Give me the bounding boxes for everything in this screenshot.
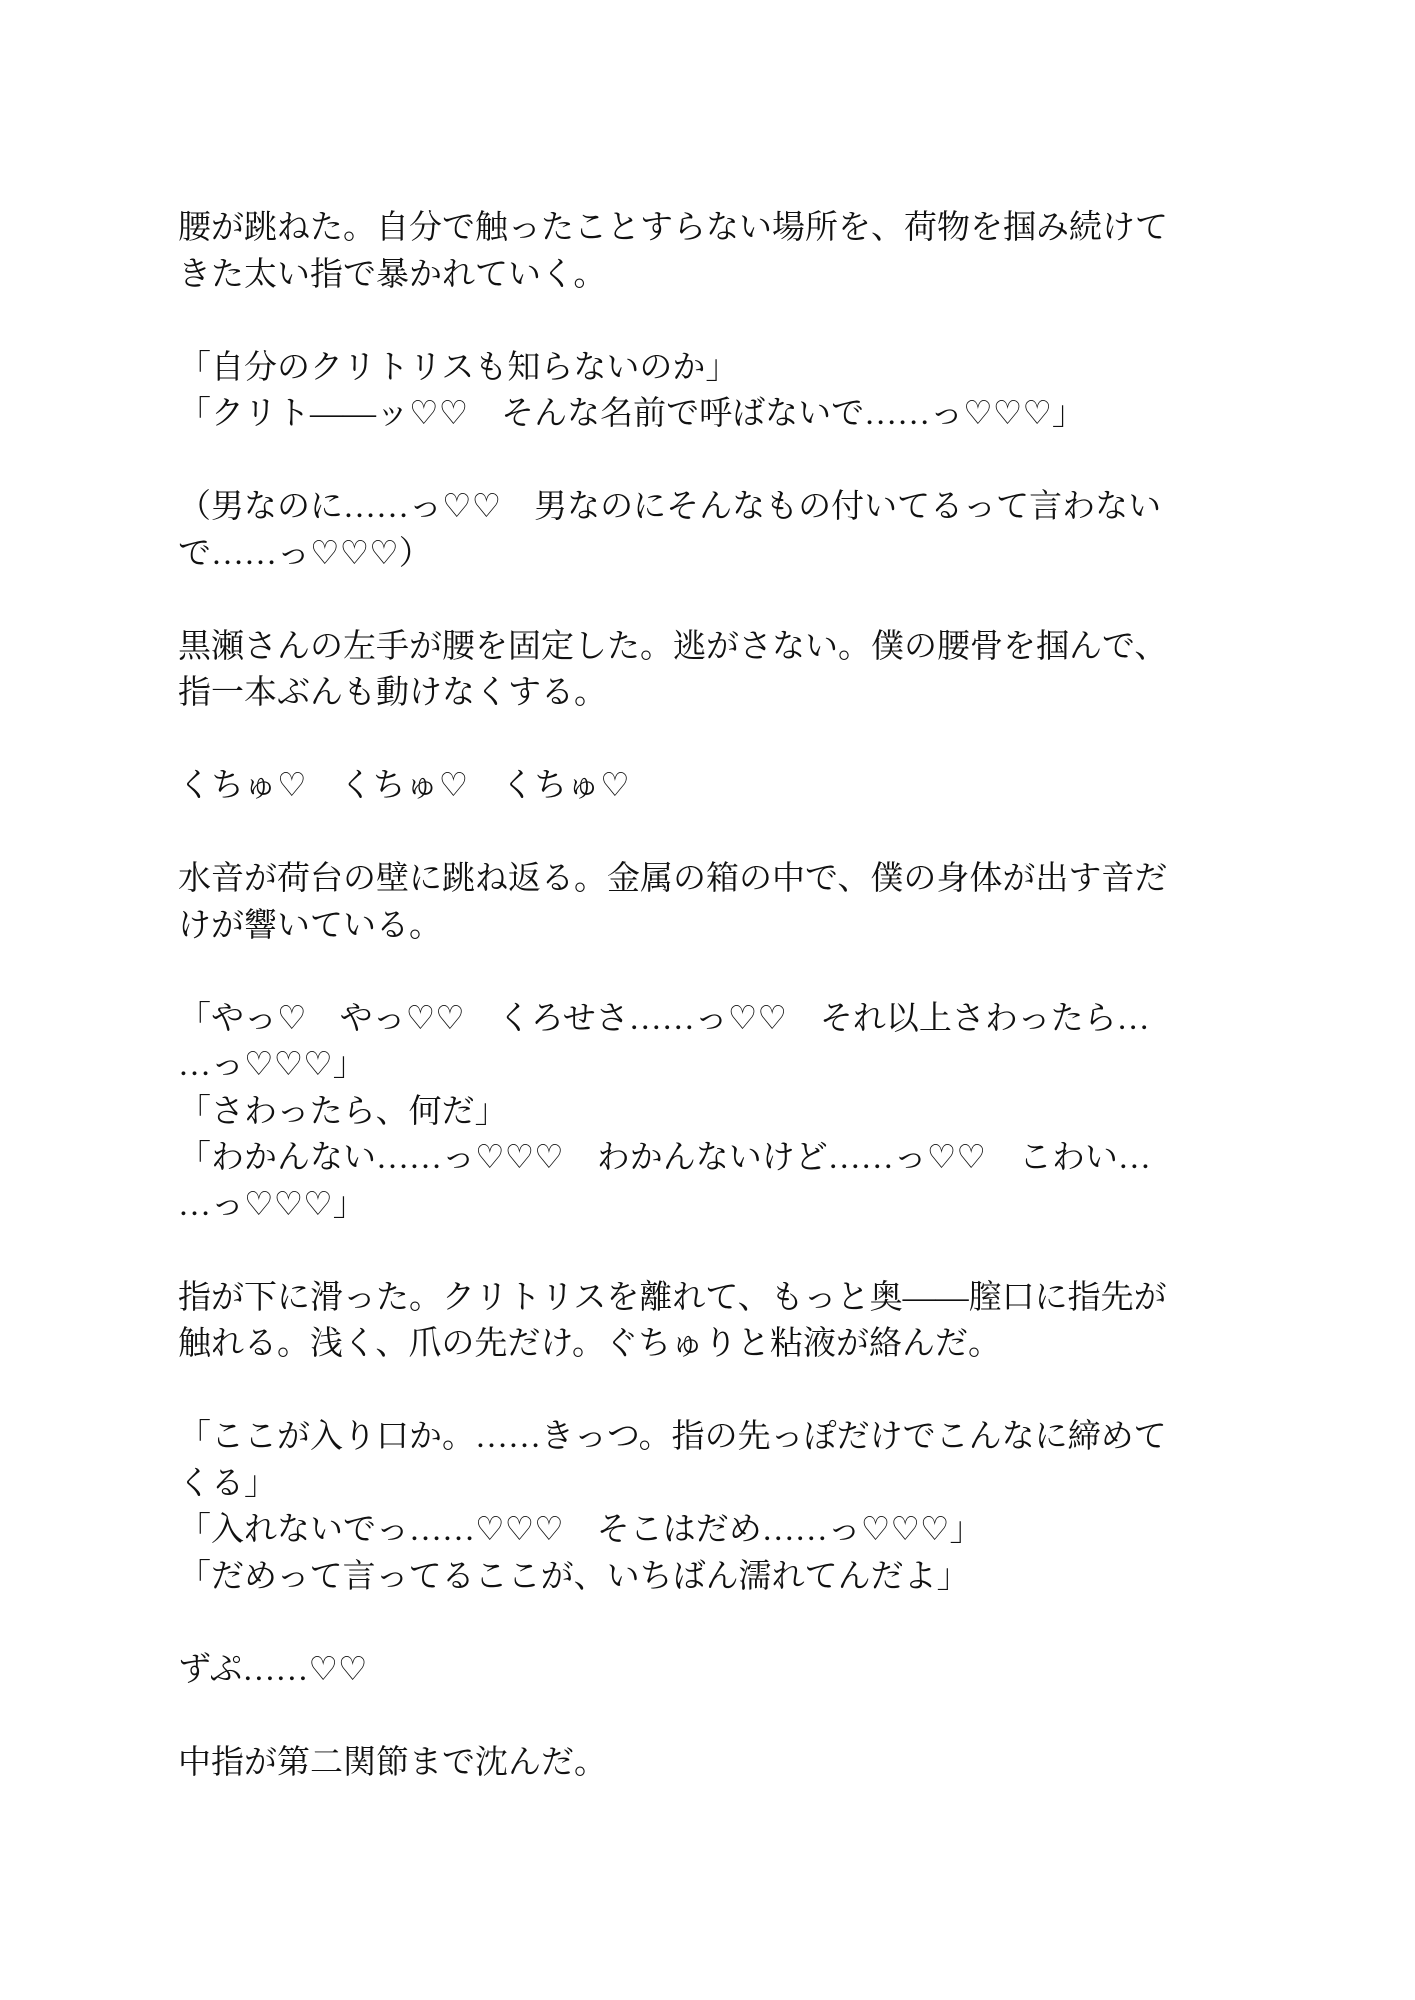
text-line: きた太い指で暴かれていく。: [178, 256, 607, 293]
novel-text-block: [178, 205, 1238, 1786]
text-line: 触れる。浅く、爪の先だけ。ぐちゅりと粘液が絡んだ。: [178, 1326, 1002, 1362]
text-line: けが響いている。: [178, 907, 442, 944]
blank-line: [178, 810, 1238, 857]
text-line: くちゅ♡ くちゅ♡ くちゅ♡: [178, 768, 630, 804]
text-line: 腰が跳ねた。自分で触ったことすらない場所を、荷物を掴み続けて: [178, 210, 1168, 246]
blank-line: [178, 298, 1238, 345]
text-line: で……っ♡♡♡）: [178, 535, 432, 572]
blank-line: [178, 949, 1238, 996]
text-line: ずぷ……♡♡: [178, 1651, 368, 1688]
text-line: くる」: [178, 1465, 277, 1502]
text-line: 「ここが入り口か。……きっつ。指の先っぽだけでこんなに締めて: [178, 1419, 1167, 1455]
blank-line: [178, 1693, 1238, 1740]
text-line: 指が下に滑った。クリトリスを離れて、もっと奥――膣口に指先が: [178, 1279, 1167, 1316]
text-line: …っ♡♡♡」: [178, 1047, 366, 1083]
blank-line: [178, 1368, 1238, 1415]
blank-line: [178, 1228, 1238, 1275]
text-line: 中指が第二関節まで沈んだ。: [178, 1744, 607, 1781]
text-line: 黒瀬さんの左手が腰を固定した。逃がさない。僕の腰骨を掴んで、: [178, 628, 1168, 665]
text-line: 「クリト――ッ♡♡ そんな名前で呼ばないで……っ♡♡♡」: [178, 396, 1085, 432]
text-line: 水音が荷台の壁に跳ね返る。金属の箱の中で、僕の身体が出す音だ: [178, 861, 1168, 897]
text-line: 「わかんない……っ♡♡♡ わかんないけど……っ♡♡ こわい…: [178, 1140, 1151, 1176]
blank-line: [178, 577, 1238, 624]
text-line: 指一本ぶんも動けなくする。: [178, 675, 607, 711]
text-line: 「さわったら、何だ」: [178, 1093, 508, 1130]
text-line: 「自分のクリトリスも知らないのか」: [178, 349, 739, 386]
text-line: 「やっ♡ やっ♡♡ くろせさ……っ♡♡ それ以上さわったら…: [178, 1000, 1150, 1037]
text-line: （男なのに……っ♡♡ 男なのにそんなもの付いてるって言わない: [178, 489, 1162, 525]
text-line: 「だめって言ってるここが、いちばん濡れてんだよ」: [178, 1558, 970, 1595]
blank-line: [178, 438, 1238, 485]
blank-line: [178, 717, 1238, 764]
text-line: 「入れないでっ……♡♡♡ そこはだめ……っ♡♡♡」: [178, 1512, 983, 1548]
blank-line: [178, 1600, 1238, 1647]
text-line: …っ♡♡♡」: [178, 1186, 366, 1223]
